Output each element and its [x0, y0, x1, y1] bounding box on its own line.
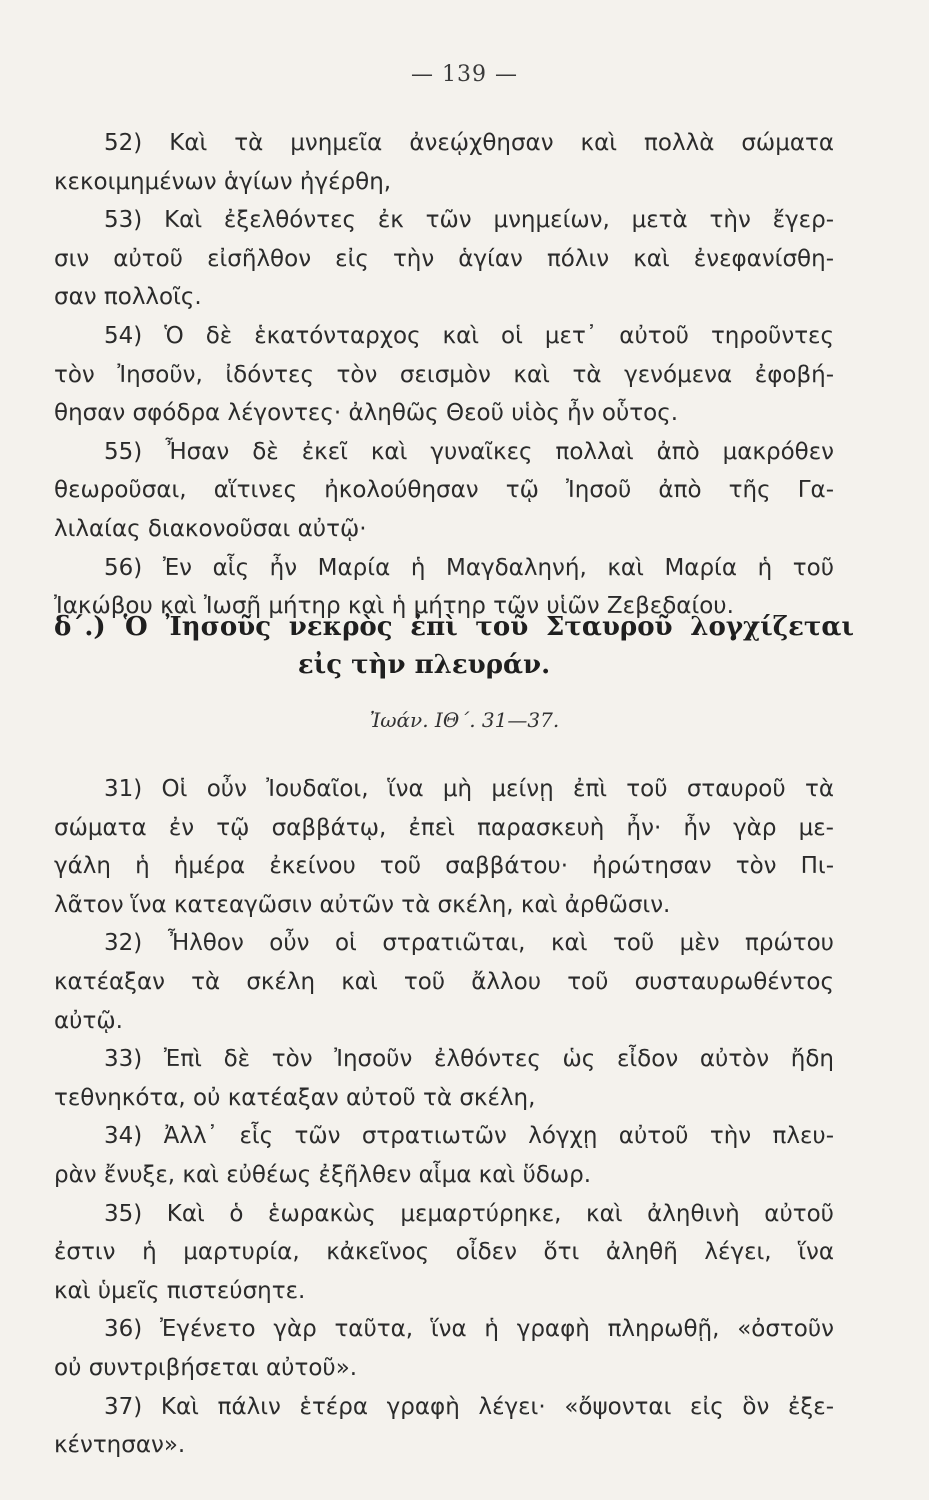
text-line: τεθνηκότα, οὐ κατέαξαν αὐτοῦ τὰ σκέλη, [54, 1084, 536, 1111]
text-line: τὸν Ἰησοῦν, ἰδόντες τὸν σεισμὸν καὶ τὰ γενόμενα ἐφοβή- [54, 361, 834, 388]
text-line: θεωροῦσαι, αἵτινες ἠκολούθησαν τῷ Ἰησοῦ ἀπὸ τῆς Γα- [54, 477, 834, 504]
text-line: 55) Ἦσαν δὲ ἐκεῖ καὶ γυναῖκες πολλαὶ ἀπὸ μακρόθεν [104, 438, 834, 465]
text-line: 52) Καὶ τὰ μνημεῖα ἀνεῴχθησαν καὶ πολλὰ σώματα [104, 130, 834, 156]
text-line: σιν αὐτοῦ εἰσῆλθον εἰς τὴν ἁγίαν πόλιν καὶ ἐνεφανίσθη- [54, 245, 834, 272]
text-line: γάλη ἡ ἡμέρα ἐκείνου τοῦ σαββάτου· ἠρώτησαν τὸν Πι- [54, 853, 834, 880]
text-line: καὶ ὑμεῖς πιστεύσητε. [54, 1277, 306, 1304]
text-line: 31) Οἱ οὖν Ἰουδαῖοι, ἵνα μὴ μείνῃ ἐπὶ τοῦ σταυροῦ τὰ [104, 776, 834, 802]
text-line: 54) Ὁ δὲ ἑκατόνταρχος καὶ οἱ μετ᾽ αὐτοῦ τηροῦντες [104, 322, 834, 349]
text-line: 53) Καὶ ἐξελθόντες ἐκ τῶν μνημείων, μετὰ τὴν ἔγερ- [104, 207, 834, 234]
text-line: κέντησαν». [54, 1432, 186, 1459]
section-heading-line-1: δ´.) Ὁ Ἰησοῦς νεκρὸς ἐπὶ τοῦ Σταυροῦ λογχίζεται [54, 612, 854, 642]
text-line: λιλαίας διακονοῦσαι αὐτῷ· [54, 515, 367, 542]
text-line: 37) Καὶ πάλιν ἑτέρα γραφὴ λέγει· «ὄψονται εἰς ὃν ἐξε- [104, 1393, 834, 1420]
text-line: 33) Ἐπὶ δὲ τὸν Ἰησοῦν ἐλθόντες ὡς εἶδον αὐτὸν ἤδη [104, 1046, 834, 1073]
text-line: ρὰν ἔνυξε, καὶ εὐθέως ἐξῆλθεν αἷμα καὶ ὕδωρ. [54, 1161, 592, 1188]
text-line: 34) Ἀλλ᾽ εἷς τῶν στρατιωτῶν λόγχῃ αὐτοῦ τὴν πλευ- [104, 1123, 834, 1150]
text-line: οὐ συντριβήσεται αὐτοῦ». [54, 1354, 358, 1381]
section-heading [54, 608, 854, 684]
scripture-reference: Ἰωάν. ΙΘ´. 31—37. [369, 708, 560, 732]
text-line: 36) Ἐγένετο γὰρ ταῦτα, ἵνα ἡ γραφὴ πληρωθῇ, «ὀστοῦν [104, 1316, 834, 1343]
section-heading-line-2: εἰς τὴν πλευράν. [297, 650, 551, 680]
text-line: κεκοιμημένων ἁγίων ἠγέρθη, [54, 168, 392, 195]
text-line: θησαν σφόδρα λέγοντες· ἀληθῶς Θεοῦ υἱὸς ἦν οὗτος. [54, 400, 679, 427]
text-line: Ἰακώβου καὶ Ἰωσῆ μήτηρ καὶ ἡ μήτηρ τῶν υἱῶν Ζεβεδαίου. [54, 593, 734, 620]
text-line: ἐστιν ἡ μαρτυρία, κἀκεῖνος οἶδεν ὅτι ἀληθῆ λέγει, ἵνα [54, 1239, 834, 1266]
text-line: σώματα ἐν τῷ σαββάτῳ, ἐπεὶ παρασκευὴ ἦν· ἦν γὰρ με- [54, 814, 834, 841]
text-line: 56) Ἐν αἷς ἦν Μαρία ἡ Μαγδαληνή, καὶ Μαρία ἡ τοῦ [104, 554, 834, 581]
text-line: 35) Καὶ ὁ ἑωρακὼς μεμαρτύρηκε, καὶ ἀληθινὴ αὐτοῦ [104, 1200, 834, 1227]
passage-matthew [54, 124, 834, 626]
page-number: — 139 — [411, 62, 518, 87]
passage-john [54, 770, 834, 1465]
text-line: λᾶτον ἵνα κατεαγῶσιν αὐτῶν τὰ σκέλη, καὶ ἀρθῶσιν. [54, 891, 671, 918]
text-line: αὐτῷ. [54, 1007, 123, 1034]
text-line: σαν πολλοῖς. [54, 284, 202, 311]
text-line: 32) Ἦλθον οὖν οἱ στρατιῶται, καὶ τοῦ μὲν πρώτου [104, 930, 834, 957]
text-line: κατέαξαν τὰ σκέλη καὶ τοῦ ἄλλου τοῦ συσταυρωθέντος [54, 968, 834, 995]
